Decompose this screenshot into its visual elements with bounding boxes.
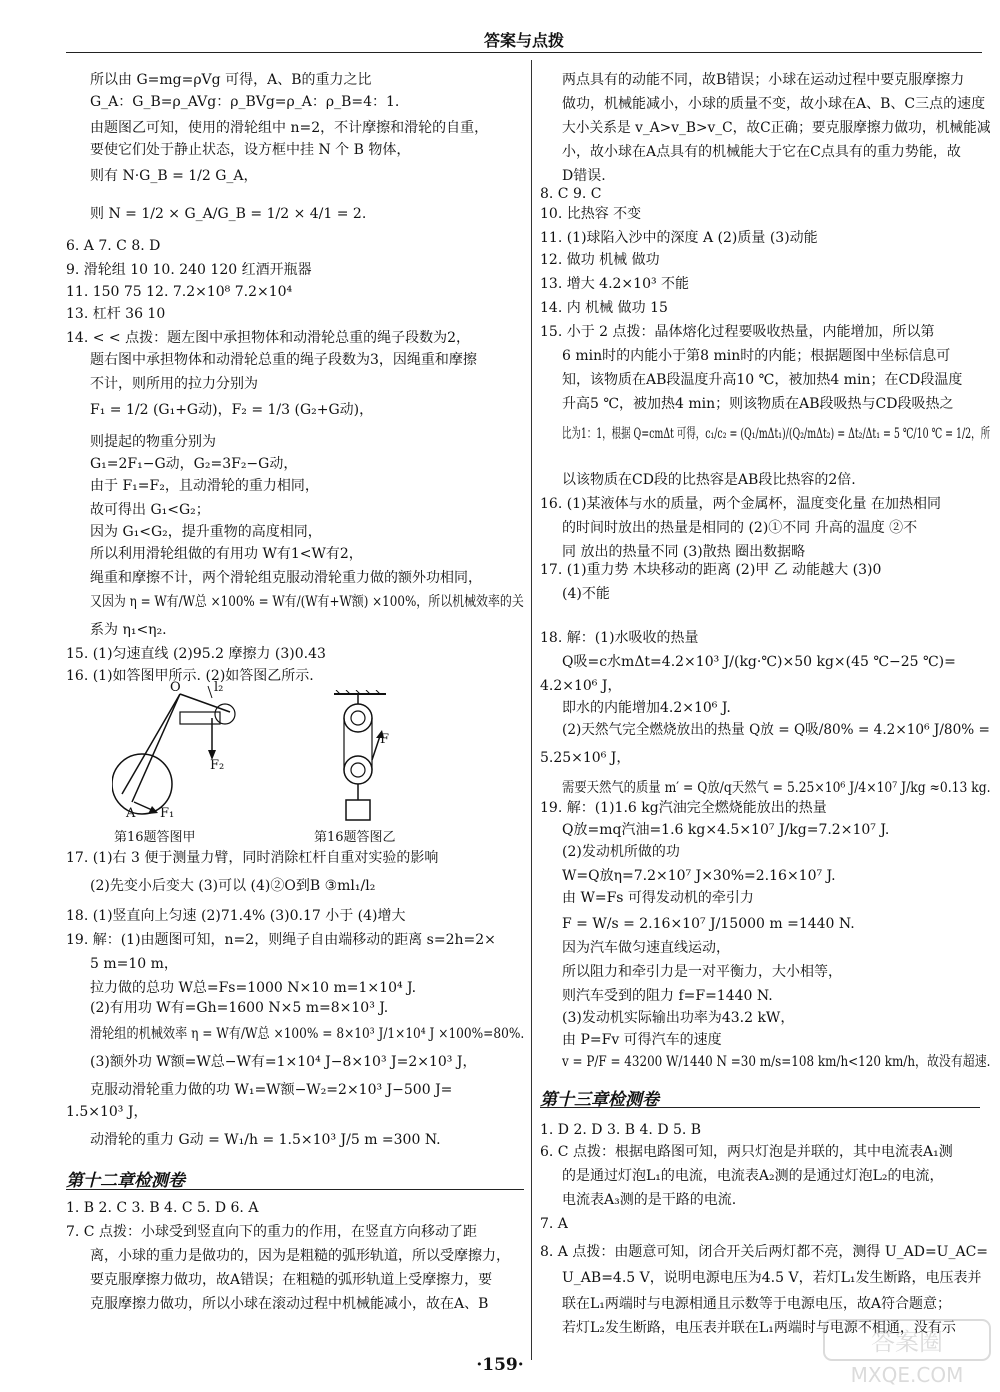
right-text-line: D错误. (562, 168, 606, 184)
left-text-line: (3)额外功 W额=W总−W有=1×10⁴ J−8×10³ J=2×10³ J， (90, 1054, 477, 1070)
right-text-line: 7. A (540, 1216, 568, 1232)
left-text-line: F₁ = 1/2 (G₁+G动)，F₂ = 1/3 (G₂+G动)， (90, 402, 374, 418)
right-text-line: (4)不能 (562, 586, 610, 602)
left-text-line: 18. (1)竖直向上匀速 (2)71.4% (3)0.17 小于 (4)增大 (66, 908, 406, 924)
right-text-line: 12. 做功 机械 做功 (540, 252, 660, 268)
right-text-line: 6. C 点拨：根据电路图可知，两只灯泡是并联的，其中电流表A₁测 (540, 1144, 953, 1160)
right-text-line: 19. 解：(1)1.6 kg汽油完全燃烧能放出的热量 (540, 800, 827, 816)
column-divider (531, 60, 532, 1360)
left-text-line: 要使它们处于静止状态，设方框中挂 N 个 B 物体， (90, 142, 411, 158)
right-text-line: 的是通过灯泡L₁的电流，电流表A₂测的是通过灯泡L₂的电流， (562, 1168, 944, 1184)
label-F1: F₁ (160, 806, 175, 821)
svg-text:MXQE.COM: MXQE.COM (850, 1363, 964, 1387)
right-text-line: 11. (1)球陷入沙中的深度 A (2)质量 (3)动能 (540, 230, 818, 246)
left-text-line: 系为 η₁<η₂. (90, 622, 167, 638)
left-text-line: 故可得出 G₁<G₂； (90, 502, 210, 518)
left-text-line: 9. 滑轮组 10 10. 240 120 红酒开瓶器 (66, 262, 312, 278)
left-text-line: 19. 解：(1)由题图可知，n=2，则绳子自由端移动的距离 s=2h=2× (66, 932, 496, 948)
section-rule-ch12 (66, 1189, 524, 1190)
left-text-line: G₁=2F₁−G动，G₂=3F₂−G动， (90, 456, 298, 472)
right-text-line: 知，该物质在AB段温度升高10 ℃，被加热4 min；在CD段温度 (562, 372, 963, 388)
left-text-line: 要克服摩擦力做功，故A错误；在粗糙的弧形轨道上受摩擦力，要 (90, 1272, 493, 1288)
right-text-line: 18. 解：(1)水吸收的热量 (540, 630, 699, 646)
left-text-line: 7. C 点拨：小球受到竖直向下的重力的作用，在竖直方向移动了距 (66, 1224, 477, 1240)
left-text-line: 题右图中承担物体和动滑轮总重的绳子段数为3，因绳重和摩擦 (90, 352, 477, 368)
left-text-line: 1. B 2. C 3. B 4. C 5. D 6. A (66, 1200, 259, 1216)
right-text-line: F = W/s = 2.16×10⁷ J/15000 m =1440 N. (562, 916, 855, 932)
left-text-line: 17. (1)右 3 便于测量力臂，同时消除杠杆自重对实验的影响 (66, 850, 439, 866)
left-text-line: 由题图乙可知，使用的滑轮组中 n=2，不计摩擦和滑轮的自重， (90, 120, 489, 136)
left-text-line: 11. 150 75 12. 7.2×10⁸ 7.2×10⁴ (66, 284, 293, 300)
header-rule (66, 52, 982, 53)
section-heading-ch12: 第十二章检测卷 (66, 1171, 185, 1191)
section-rule-ch13 (540, 1107, 980, 1108)
label-F: F (380, 732, 390, 747)
left-text-line: 绳重和摩擦不计，两个滑轮组克服动滑轮重力做的额外功相同， (90, 570, 482, 586)
right-text-line: 即水的内能增加4.2×10⁶ J. (562, 700, 731, 716)
right-text-line: 1. D 2. D 3. B 4. D 5. B (540, 1122, 702, 1138)
svg-text:答案圈: 答案圈 (871, 1328, 943, 1356)
left-text-line: (2)先变小后变大 (3)可以 (4)②O到B ③ml₁/l₂ (90, 878, 376, 894)
right-text-line: 需要天然气的质量 m′ = Q放/q天然气 = 5.25×10⁶ J/4×10⁷ J/kg ≈0.13 kg. (562, 780, 991, 796)
right-text-line: 的时间时放出的热量是相同的 (2)①不同 升高的温度 ②不 (562, 520, 918, 536)
left-text-line: 拉力做的总功 W总=Fs=1000 N×10 m=1×10⁴ J. (90, 980, 417, 996)
right-text-line: (2)发动机所做的功 (562, 844, 680, 860)
figure-caption-b: 第16题答图乙 (314, 830, 396, 845)
right-text-line: 以该物质在CD段的比热容是AB段比热容的2倍. (562, 472, 856, 488)
left-text-line: 又因为 η = W有/W总 ×100% = W有/(W有+W额) ×100%，所以机械效率的关 (90, 594, 524, 610)
right-text-line: Q放=mq汽油=1.6 kg×4.5×10⁷ J/kg=7.2×10⁷ J. (562, 822, 890, 838)
left-text-line: 动滑轮的重力 G动 = W₁/h = 1.5×10³ J/5 m =300 N. (90, 1132, 441, 1148)
left-text-line: 14. < < 点拨：题左图中承担物体和动滑轮总重的绳子段数为2， (66, 330, 470, 346)
right-text-line: 大小关系是 v_A>v_B>v_C，故C正确；要克服摩擦力做功，机械能减 (562, 120, 991, 136)
left-text-line: (2)有用功 W有=Gh=1600 N×5 m=8×10³ J. (90, 1000, 389, 1016)
left-text-line: G_A：G_B=ρ_AVg：ρ_BVg=ρ_A：ρ_B=4：1. (90, 94, 400, 110)
label-l2: l₂ (214, 680, 224, 695)
left-text-line: 6. A 7. C 8. D (66, 238, 161, 254)
page-number: ·159· (476, 1355, 524, 1375)
right-text-line: 8. C 9. C (540, 186, 602, 202)
pulley-diagram (330, 690, 390, 825)
left-text-line: 则 N = 1/2 × G_A/G_B = 1/2 × 4/1 = 2. (90, 206, 367, 222)
left-text-line: 由于 F₁=F₂，且动滑轮的重力相同， (90, 478, 319, 494)
right-text-line: 若灯L₂发生断路，电压表并联在L₁两端时与电源不相通，没有示 (562, 1320, 956, 1336)
right-text-line: 由 W=Fs 可得发动机的牵引力 (562, 890, 754, 906)
left-text-line: 所以由 G=mg=ρVg 可得，A、B的重力之比 (90, 72, 372, 88)
figure-caption-a: 第16题答图甲 (114, 830, 196, 845)
right-text-line: 联在L₁两端时与电源相通且示数等于电源电压，故A符合题意； (562, 1296, 952, 1312)
right-text-line: 所以阻力和牵引力是一对平衡力，大小相等， (562, 964, 842, 980)
right-text-line: U_AB=4.5 V，说明电源电压为4.5 V，若灯L₁发生断路，电压表并 (562, 1270, 982, 1286)
right-text-line: 13. 增大 4.2×10³ 不能 (540, 276, 690, 292)
right-text-line: 做功，机械能减小，小球的质量不变，故小球在A、B、C三点的速度 (562, 96, 986, 112)
right-text-line: 比为1：1，根据 Q=cmΔt 可得，c₁/c₂ = (Q₁/mΔt₁)/(Q₂/mΔt₂) = Δt₂/Δt₁ = 5 ℃/10 ℃ = 1/2，所 (562, 426, 991, 442)
left-text-line: 则有 N·G_B = 1/2 G_A， (90, 168, 258, 184)
section-heading-ch13: 第十三章检测卷 (540, 1090, 659, 1110)
right-text-line: 由 P=Fv 可得汽车的速度 (562, 1032, 722, 1048)
left-text-line: 克服动滑轮重力做的功 W₁=W额−W₂=2×10³ J−500 J= (90, 1082, 453, 1098)
right-text-line: 5.25×10⁶ J， (540, 750, 631, 766)
right-text-line: 电流表A₃测的是干路的电流. (562, 1192, 737, 1208)
right-text-line: (3)发动机实际输出功率为43.2 kW， (562, 1010, 795, 1026)
right-text-line: 升高5 ℃，被加热4 min；则该物质在AB段吸热与CD段吸热之 (562, 396, 954, 412)
right-text-line: 8. A 点拨：由题意可知，闭合开关后两灯都不亮，测得 U_AD=U_AC= (540, 1244, 989, 1260)
right-text-line: Q吸=c水mΔt=4.2×10³ J/(kg·℃)×50 kg×(45 ℃−25 ℃)= (562, 654, 956, 670)
left-text-line: 15. (1)匀速直线 (2)95.2 摩擦力 (3)0.43 (66, 646, 326, 662)
right-text-line: 则汽车受到的阻力 f=F=1440 N. (562, 988, 773, 1004)
left-text-line: 克服摩擦力做功，所以小球在滚动过程中机械能减小，故在A、B (90, 1296, 489, 1312)
right-text-line: (2)天然气完全燃烧放出的热量 Q放 = Q吸/80% = 4.2×10⁶ J/80% = (562, 722, 990, 738)
right-text-line: 小，故小球在A点具有的机械能大于它在C点具有的重力势能，故 (562, 144, 961, 160)
right-text-line: 6 min时的内能小于第8 min时的内能；根据题图中坐标信息可 (562, 348, 951, 364)
left-text-line: 因为 G₁<G₂，提升重物的高度相同， (90, 524, 322, 540)
label-A: A (126, 806, 136, 821)
left-text-line: 不计，则所用的拉力分别为 (90, 376, 258, 392)
right-text-line: 10. 比热容 不变 (540, 206, 642, 222)
watermark-logo (822, 1318, 992, 1388)
right-text-line: 两点具有的动能不同，故B错误；小球在运动过程中要克服摩擦力 (562, 72, 965, 88)
left-text-line: 13. 杠杆 36 10 (66, 306, 166, 322)
left-text-line: 则提起的物重分别为 (90, 434, 216, 450)
right-text-line: 17. (1)重力势 木块移动的距离 (2)甲 乙 动能越大 (3)0 (540, 562, 882, 578)
left-text-line: 所以利用滑轮组做的有用功 W有1<W有2， (90, 546, 363, 562)
right-text-line: 4.2×10⁶ J， (540, 678, 622, 694)
left-text-line: 5 m=10 m， (90, 956, 178, 972)
left-text-line: 离，小球的重力是做功的，因为是粗糙的弧形轨道，所以受摩擦力， (90, 1248, 510, 1264)
left-text-line: 滑轮组的机械效率 η = W有/W总 ×100% = 8×10³ J/1×10⁴ J ×100%=80%. (90, 1026, 525, 1042)
right-text-line: 16. (1)某液体与水的质量，两个金属杯，温度变化量 在加热相同 (540, 496, 941, 512)
label-F2: F₂ (210, 758, 225, 773)
right-text-line: 同 放出的热量不同 (3)散热 圈出数据略 (562, 544, 806, 560)
right-text-line: 15. 小于 2 点拨：晶体熔化过程要吸收热量，内能增加，所以第 (540, 324, 935, 340)
page-header-title: 答案与点拨 (483, 31, 564, 50)
right-text-line: 14. 内 机械 做功 15 (540, 300, 668, 316)
right-text-line: W=Q放η=7.2×10⁷ J×30%=2.16×10⁷ J. (562, 868, 836, 884)
left-text-line: 16. (1)如答图甲所示. (2)如答图乙所示. (66, 668, 314, 684)
right-text-line: 因为汽车做匀速直线运动， (562, 940, 730, 956)
right-text-line: v = P/F = 43200 W/1440 N =30 m/s=108 km/h<120 km/h，故没有超速. (562, 1054, 991, 1070)
label-O: O (170, 680, 181, 695)
left-text-line: 1.5×10³ J， (66, 1104, 148, 1120)
